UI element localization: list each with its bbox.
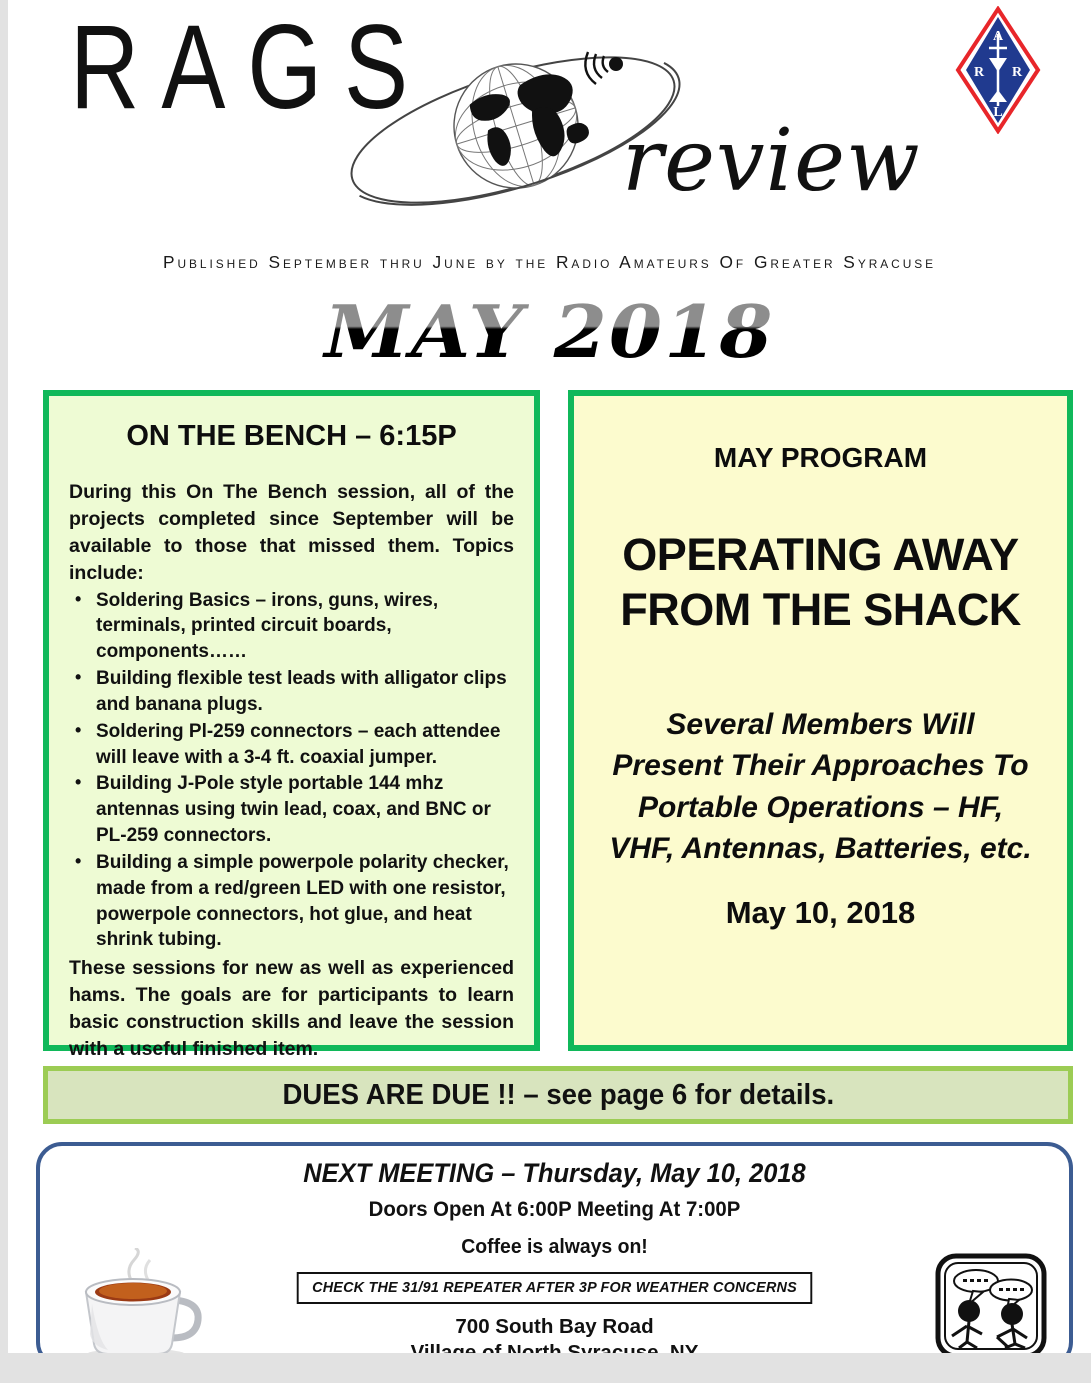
masthead bbox=[8, 0, 1091, 240]
venue-street: 700 South Bay Road bbox=[455, 1315, 654, 1338]
publication-tagline: Published September thru June by the Radio Amateurs Of Greater Syracuse bbox=[162, 252, 937, 272]
program-title-line1: OPERATING AWAY bbox=[622, 529, 1019, 580]
dues-notice-bar bbox=[43, 1066, 1073, 1124]
on-the-bench-title: ON THE BENCH – 6:15P bbox=[126, 420, 457, 452]
two-people-talking-icon bbox=[933, 1252, 1051, 1364]
coffee-cup-icon bbox=[66, 1248, 216, 1368]
svg-text:R: R bbox=[973, 65, 985, 80]
svg-text:L: L bbox=[993, 105, 1003, 120]
program-description bbox=[592, 704, 1049, 870]
on-the-bench-panel bbox=[43, 390, 540, 1060]
program-date: May 10, 2018 bbox=[725, 895, 916, 931]
page-bottom-edge bbox=[0, 1353, 1091, 1383]
next-meeting-heading: NEXT MEETING – Thursday, May 10, 2018 bbox=[303, 1158, 806, 1188]
program-sub-line2: Present Their Approaches To bbox=[612, 749, 1029, 783]
svg-text:R: R bbox=[1011, 65, 1023, 80]
list-item: • Building flexible test leads with alligator clips and banana plugs. bbox=[69, 666, 514, 718]
program-sub-line3: Portable Operations – HF, bbox=[637, 790, 1004, 824]
issue-month: MAY 2018 bbox=[0, 296, 1091, 368]
program-title-line2: FROM THE SHACK bbox=[620, 583, 1021, 635]
on-the-bench-closing: These sessions for new as well as experienced hams. The goals are for participants to learn basic construction skills and leave the session with a useful finished item. bbox=[69, 957, 514, 1060]
program-title bbox=[592, 528, 1049, 638]
program-sub-line1: Several Members Will bbox=[666, 707, 975, 741]
meeting-times: Doors Open At 6:00P Meeting At 7:00P bbox=[368, 1198, 741, 1221]
publication-subtitle: review bbox=[622, 111, 921, 211]
list-item: • Building J-Pole style portable 144 mhz antennas using twin lead, coax, and BNC or PL-259 connectors. bbox=[69, 771, 514, 848]
list-item: • Soldering Basics – irons, guns, wires, terminals, printed circuit boards, components…… bbox=[69, 588, 514, 665]
svg-text:A: A bbox=[992, 29, 1004, 44]
dues-notice-text: DUES ARE DUE !! – see page 6 for details. bbox=[282, 1078, 834, 1111]
newsletter-page bbox=[8, 0, 1091, 1353]
program-sub-line4: VHF, Antennas, Batteries, etc. bbox=[609, 831, 1032, 865]
list-item: • Building a simple powerpole polarity checker, made from a red/green LED with one resistor, powerpole connectors, hot glue, and heat shrink tubing. bbox=[69, 850, 514, 953]
arrl-diamond-logo bbox=[955, 6, 1041, 134]
coffee-note: Coffee is always on! bbox=[461, 1236, 648, 1258]
list-item: • Soldering Pl-259 connectors – each attendee will leave with a 3-4 ft. coaxial jumper. bbox=[69, 719, 514, 771]
on-the-bench-intro: During this On The Bench session, all of the projects completed since September will be available to those that missed them. Topics include: bbox=[69, 481, 514, 584]
on-the-bench-topics bbox=[69, 588, 514, 954]
program-kicker: MAY PROGRAM bbox=[713, 442, 928, 473]
may-program-panel bbox=[568, 390, 1073, 1051]
repeater-weather-notice: CHECK THE 31/91 REPEATER AFTER 3P FOR WEATHER CONCERNS bbox=[297, 1272, 813, 1304]
publication-title: RAGS bbox=[70, 0, 431, 135]
